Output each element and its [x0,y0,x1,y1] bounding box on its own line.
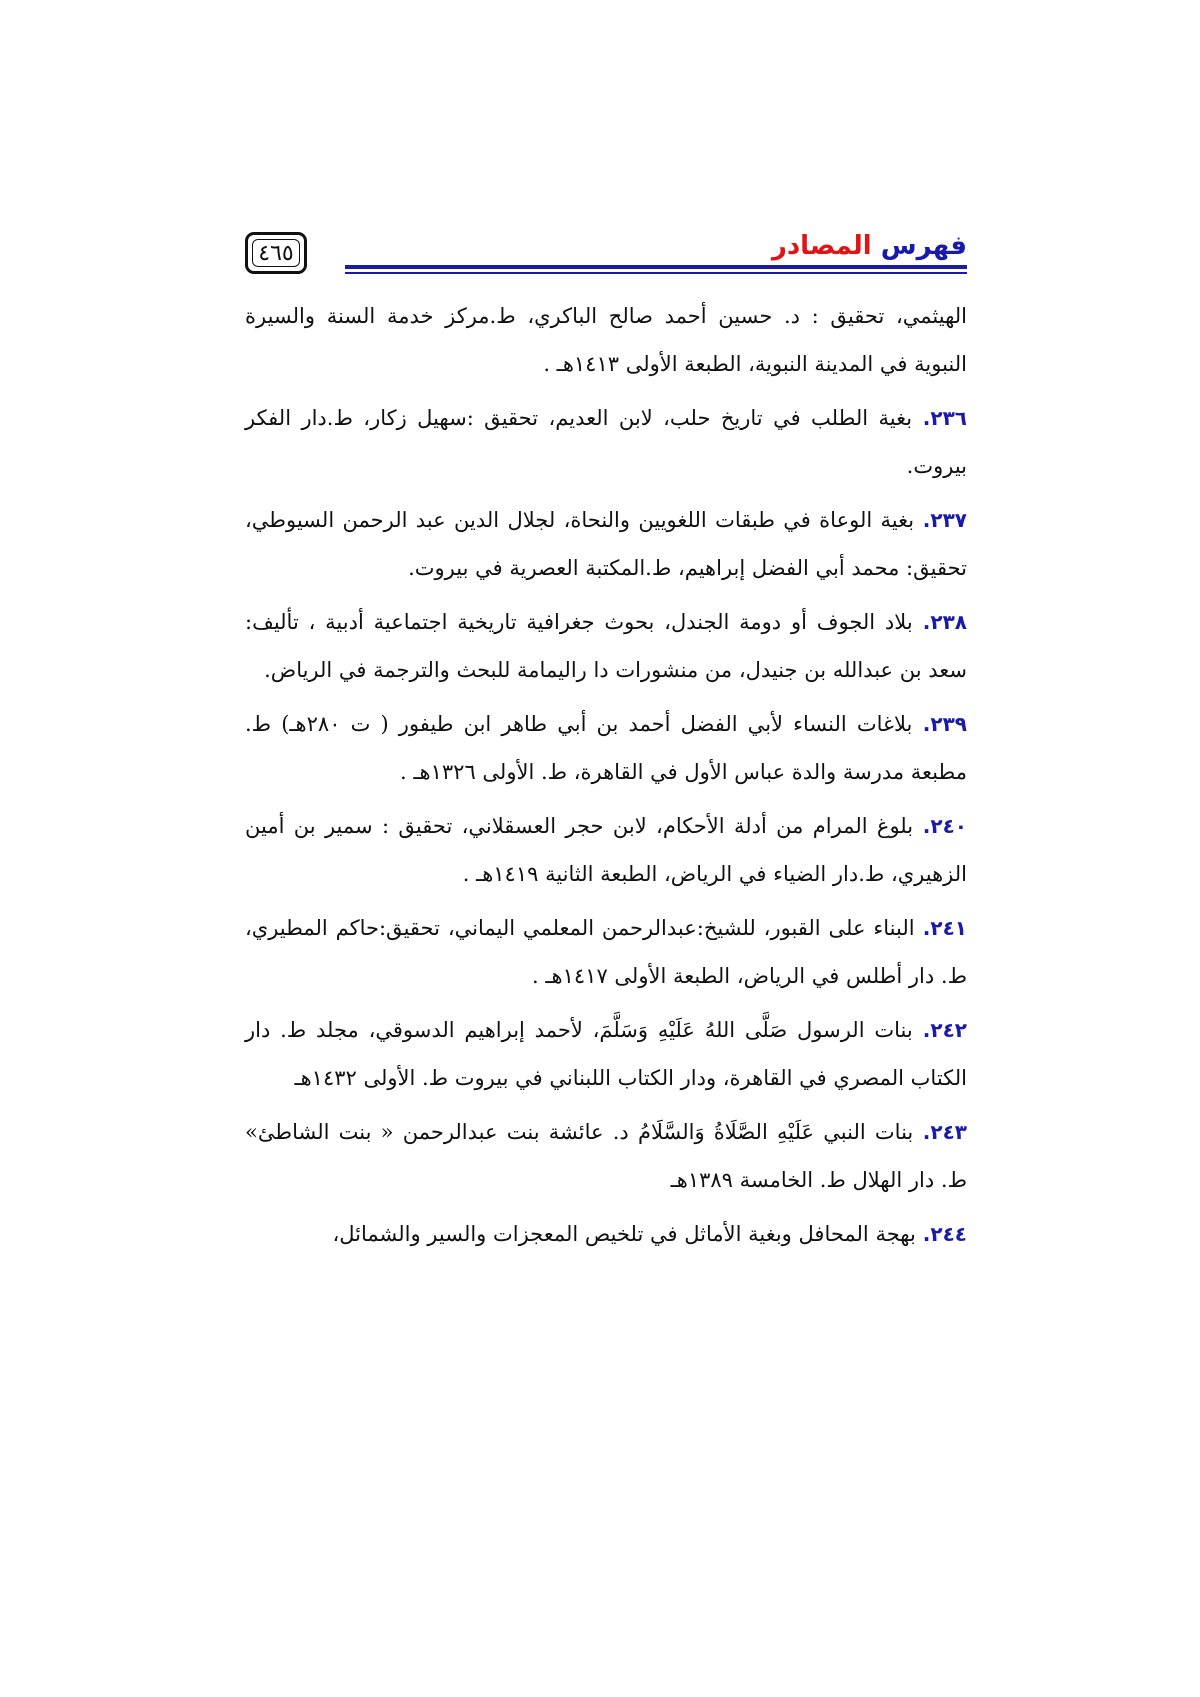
entry-number: ٢٤٣. [922,1120,967,1144]
header-title [772,228,967,264]
entry-text: البناء على القبور، للشيخ:عبدالرحمن المعلمي اليماني، تحقيق:حاكم المطيري، ط. دار أطلس في الرياض، الطبعة الأولى ١٤١٧هـ . [245,916,967,988]
page-number: ٤٦٥ [258,240,294,266]
entry-text: بغية الطلب في تاريخ حلب، لابن العديم، تحقيق :سهيل زكار، ط.دار الفكر بيروت. [245,406,967,478]
entry-text: بنات النبي عَلَيْهِ الصَّلَاةُ وَالسَّلَامُ د. عائشة بنت عبدالرحمن « بنت الشاطئ» ط. دار الهلال ط. الخامسة ١٣٨٩هـ [245,1120,967,1192]
entry-text: بغية الوعاة في طبقات اللغويين والنحاة، لجلال الدين عبد الرحمن السيوطي، تحقيق: محمد أبي الفضل إبراهيم، ط.المكتبة العصرية في بيروت. [245,508,967,580]
entry-number: ٢٣٧. [922,508,968,532]
entry-text: الهيثمي، تحقيق : د. حسين أحمد صالح الباكري، ط.مركز خدمة السنة والسيرة النبوية في المدينة النبوية، الطبعة الأولى ١٤١٣هـ . [245,304,967,376]
entry-text: بلوغ المرام من أدلة الأحكام، لابن حجر العسقلاني، تحقيق : سمير بن أمين الزهيري، ط.دار الضياء في الرياض، الطبعة الثانية ١٤١٩هـ . [245,814,967,886]
header-title-word-2: المصادر [771,231,872,261]
list-item [245,1006,967,1102]
list-item [245,802,967,898]
list-item [245,394,967,490]
entry-number: ٢٣٩. [922,712,967,736]
header-rule-thick [345,265,967,269]
list-item [245,598,967,694]
header-rule-thin [345,272,967,274]
entry-text: بلاغات النساء لأبي الفضل أحمد بن أبي طاهر ابن طيفور ( ت ٢٨٠هـ) ط. مطبعة مدرسة والدة عباس الأول في القاهرة، ط. الأولى ١٣٢٦هـ . [245,712,967,784]
header-title-word-1: فهرس [880,231,967,261]
list-item [245,496,967,592]
entry-text: بلاد الجوف أو دومة الجندل، بحوث جغرافية تاريخية اجتماعية أدبية ، تأليف: سعد بن عبدالله بن جنيدل، من منشورات دا راليمامة للبحث والترجمة في الرياض. [245,610,967,682]
entry-text: بنات الرسول صَلَّى اللهُ عَلَيْهِ وَسَلَّمَ، لأحمد إبراهيم الدسوقي، مجلد ط. دار الكتاب المصري في القاهرة، ودار الكتاب اللبناني في بيروت ط. الأولى ١٤٣٢هـ [245,1018,967,1090]
list-item [245,700,967,796]
list-item [245,904,967,1000]
entry-number: ٢٣٦. [922,406,967,430]
entry-text: بهجة المحافل وبغية الأماثل في تلخيص المعجزات والسير والشمائل، [332,1222,916,1246]
list-item [245,292,967,388]
entry-number: ٢٤٢. [922,1018,968,1042]
entry-number: ٢٣٨. [922,610,967,634]
list-item [245,1108,967,1204]
references-list [245,292,967,1264]
entry-number: ٢٤٠. [922,814,967,838]
entry-number: ٢٤٤. [922,1222,967,1246]
list-item [245,1210,967,1258]
page-number-frame [245,232,307,274]
entry-number: ٢٤١. [922,916,967,940]
page-header [245,228,967,288]
